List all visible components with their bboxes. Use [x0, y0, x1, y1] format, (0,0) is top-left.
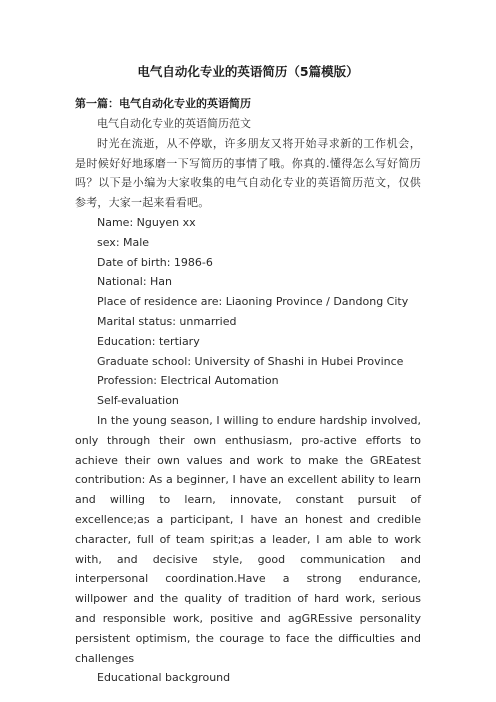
- field-residence: Place of residence are: Liaoning Province / Dandong City: [97, 295, 409, 309]
- self-evaluation-label: Self-evaluation: [97, 394, 179, 408]
- personal-info-list: [75, 213, 421, 391]
- resume-subtitle: 电气自动化专业的英语简历范文: [97, 117, 251, 130]
- field-marital-status: Marital status: unmarried: [97, 314, 237, 328]
- educational-background-label: Educational background: [97, 671, 231, 685]
- field-education: Education: tertiary: [97, 334, 200, 348]
- field-national: National: Han: [97, 275, 173, 289]
- self-evaluation-text: In the young season, I willing to endure hardship involved, only through their own enthusiasm, pro-active efforts to achieve their own values and work to make the GREatest contribution: As a beginner, I have an excellent ability to learn and willing to learn, innovate, constant pursuit of excellence;as a participant, I have an honest and credible character, full of team spirit;as a leader, I am able to work with, and decisive style, good communication and interpersonal coordination.Have a strong endurance, willpower and the quality of tradition of hard work, serious and responsible work, positive and agGREssive personality persistent optimism, the courage to face the difficulties and challenges: [75, 413, 421, 665]
- intro-paragraph: 时光在流逝，从不停歇，许多朋友又将开始寻求新的工作机会，是时候好好地琢磨一下写简历的事情了哦。你真的.懂得怎么写好简历吗？以下是小编为大家收集的电气自动化专业的英语简历范文，仅供参考，大家一起来看看吧。: [75, 136, 421, 210]
- field-profession: Profession: Electrical Automation: [97, 374, 279, 388]
- section-heading: 第一篇：电气自动化专业的英语简历: [75, 97, 251, 110]
- field-date-of-birth: Date of birth: 1986-6: [97, 255, 213, 269]
- field-graduate-school: Graduate school: University of Shashi in Hubei Province: [97, 354, 404, 368]
- document-body: [75, 114, 421, 688]
- field-name: Name: Nguyen xx: [97, 215, 196, 229]
- field-sex: sex: Male: [97, 235, 150, 249]
- document-title: 电气自动化专业的英语简历（5篇模版）: [137, 64, 359, 79]
